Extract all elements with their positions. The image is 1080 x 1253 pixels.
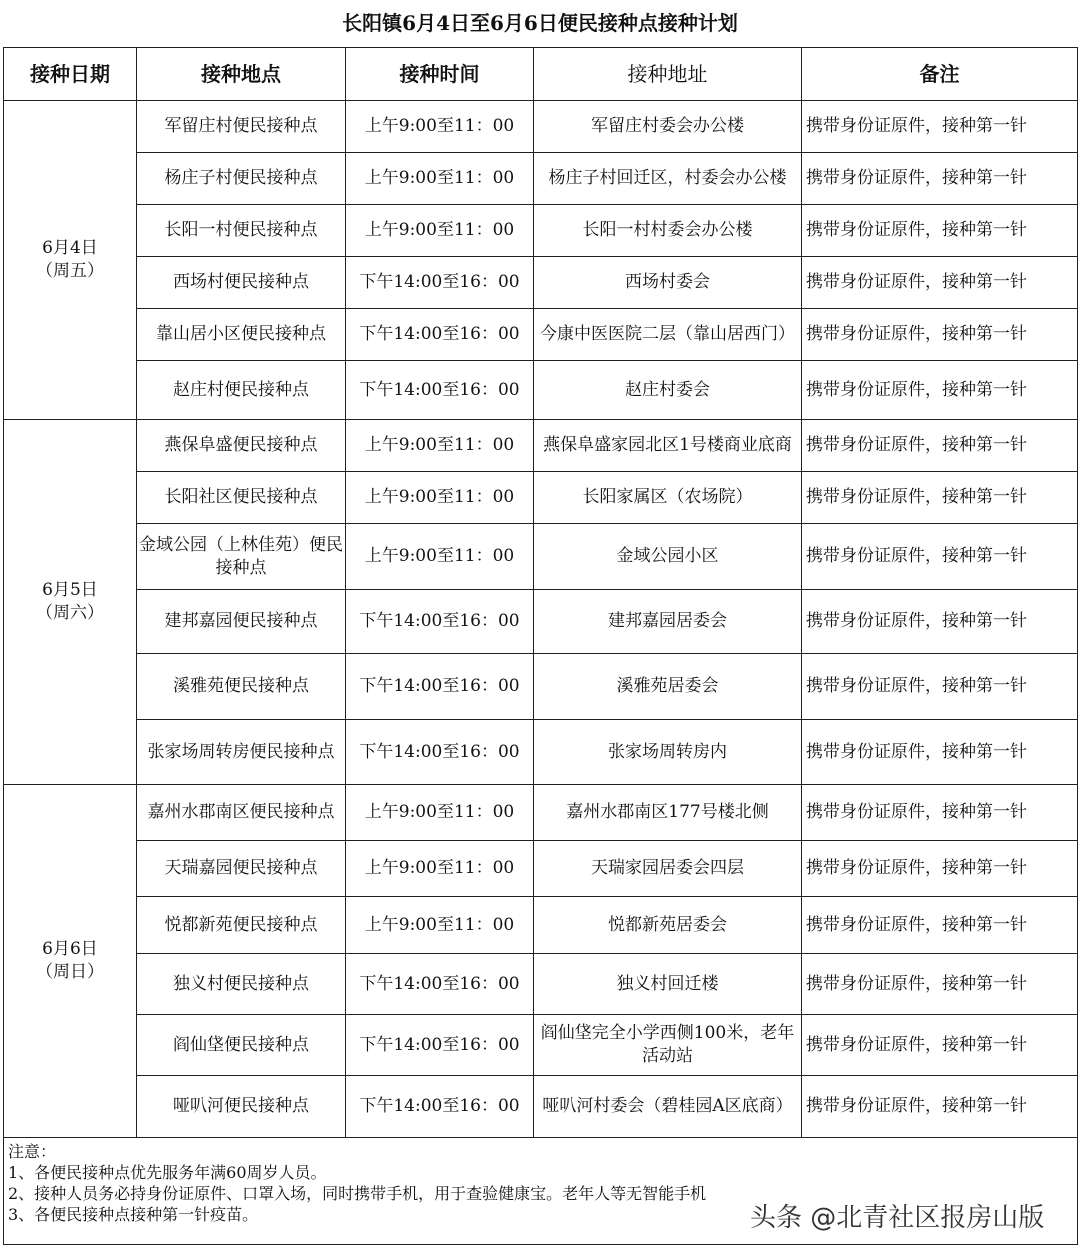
address-cell: 独义村回迁楼 bbox=[534, 954, 802, 1015]
address-cell: 长阳家属区（农场院） bbox=[534, 472, 802, 524]
remark-cell: 携带身份证原件，接种第一针 bbox=[802, 841, 1078, 897]
table-row bbox=[4, 1076, 1078, 1138]
remark-cell: 携带身份证原件，接种第一针 bbox=[802, 153, 1078, 205]
site-cell: 嘉州水郡南区便民接种点 bbox=[137, 785, 346, 841]
site-cell: 哑叭河便民接种点 bbox=[137, 1076, 346, 1138]
table-row bbox=[4, 420, 1078, 472]
remark-cell: 携带身份证原件，接种第一针 bbox=[802, 472, 1078, 524]
address-cell: 军留庄村委会办公楼 bbox=[534, 101, 802, 153]
site-cell: 独义村便民接种点 bbox=[137, 954, 346, 1015]
remark-cell: 携带身份证原件，接种第一针 bbox=[802, 897, 1078, 954]
table-row bbox=[4, 654, 1078, 720]
time-cell: 下午14:00至16：00 bbox=[346, 954, 534, 1015]
table-row bbox=[4, 954, 1078, 1015]
table-row bbox=[4, 720, 1078, 785]
site-cell: 天瑞嘉园便民接种点 bbox=[137, 841, 346, 897]
site-cell: 西场村便民接种点 bbox=[137, 257, 346, 309]
remark-cell: 携带身份证原件，接种第一针 bbox=[802, 420, 1078, 472]
note-line: 3、各便民接种点接种第一针疫苗。 bbox=[8, 1205, 259, 1224]
address-cell: 哑叭河村委会（碧桂园A区底商） bbox=[534, 1076, 802, 1138]
address-cell: 赵庄村委会 bbox=[534, 361, 802, 420]
site-cell: 建邦嘉园便民接种点 bbox=[137, 590, 346, 654]
remark-cell: 携带身份证原件，接种第一针 bbox=[802, 954, 1078, 1015]
table-row bbox=[4, 472, 1078, 524]
table-row bbox=[4, 841, 1078, 897]
time-cell: 下午14:00至16：00 bbox=[346, 309, 534, 361]
remark-cell: 携带身份证原件，接种第一针 bbox=[802, 524, 1078, 590]
date-cell: 6月6日（周日） bbox=[4, 785, 137, 1138]
time-cell: 上午9:00至11：00 bbox=[346, 153, 534, 205]
header-remark: 备注 bbox=[802, 48, 1078, 101]
remark-cell: 携带身份证原件，接种第一针 bbox=[802, 1076, 1078, 1138]
address-cell: 杨庄子村回迁区，村委会办公楼 bbox=[534, 153, 802, 205]
remark-cell: 携带身份证原件，接种第一针 bbox=[802, 654, 1078, 720]
date-cell: 6月5日（周六） bbox=[4, 420, 137, 785]
address-cell: 长阳一村村委会办公楼 bbox=[534, 205, 802, 257]
remark-cell: 携带身份证原件，接种第一针 bbox=[802, 720, 1078, 785]
remark-cell: 携带身份证原件，接种第一针 bbox=[802, 101, 1078, 153]
address-cell: 阎仙垡完全小学西侧100米，老年活动站 bbox=[534, 1015, 802, 1076]
site-cell: 悦都新苑便民接种点 bbox=[137, 897, 346, 954]
page-title: 长阳镇6月4日至6月6日便民接种点接种计划 bbox=[342, 11, 738, 35]
address-cell: 西场村委会 bbox=[534, 257, 802, 309]
time-cell: 上午9:00至11：00 bbox=[346, 205, 534, 257]
vaccination-schedule-table bbox=[3, 47, 1078, 1245]
site-cell: 长阳社区便民接种点 bbox=[137, 472, 346, 524]
table-row bbox=[4, 897, 1078, 954]
remark-cell: 携带身份证原件，接种第一针 bbox=[802, 257, 1078, 309]
watermark-text: 头条 @北青社区报房山版 bbox=[750, 1203, 1045, 1233]
table-row bbox=[4, 309, 1078, 361]
table-row bbox=[4, 205, 1078, 257]
address-cell: 张家场周转房内 bbox=[534, 720, 802, 785]
note-line: 2、接种人员务必持身份证原件、口罩入场，同时携带手机，用于查验健康宝。老年人等无智能手机 bbox=[8, 1184, 707, 1203]
time-cell: 上午9:00至11：00 bbox=[346, 785, 534, 841]
time-cell: 上午9:00至11：00 bbox=[346, 841, 534, 897]
site-cell: 燕保阜盛便民接种点 bbox=[137, 420, 346, 472]
address-cell: 悦都新苑居委会 bbox=[534, 897, 802, 954]
time-cell: 下午14:00至16：00 bbox=[346, 257, 534, 309]
time-cell: 下午14:00至16：00 bbox=[346, 1015, 534, 1076]
remark-cell: 携带身份证原件，接种第一针 bbox=[802, 785, 1078, 841]
time-cell: 上午9:00至11：00 bbox=[346, 524, 534, 590]
address-cell: 天瑞家园居委会四层 bbox=[534, 841, 802, 897]
address-cell: 嘉州水郡南区177号楼北侧 bbox=[534, 785, 802, 841]
note-line: 1、各便民接种点优先服务年满60周岁人员。 bbox=[8, 1163, 327, 1182]
address-cell: 溪雅苑居委会 bbox=[534, 654, 802, 720]
time-cell: 下午14:00至16：00 bbox=[346, 654, 534, 720]
site-cell: 张家场周转房便民接种点 bbox=[137, 720, 346, 785]
remark-cell: 携带身份证原件，接种第一针 bbox=[802, 590, 1078, 654]
address-cell: 今康中医医院二层（靠山居西门） bbox=[534, 309, 802, 361]
site-cell: 赵庄村便民接种点 bbox=[137, 361, 346, 420]
table-row bbox=[4, 785, 1078, 841]
site-cell: 溪雅苑便民接种点 bbox=[137, 654, 346, 720]
notes-heading: 注意： bbox=[8, 1142, 57, 1161]
header-address: 接种地址 bbox=[534, 48, 802, 101]
time-cell: 上午9:00至11：00 bbox=[346, 420, 534, 472]
site-cell: 军留庄村便民接种点 bbox=[137, 101, 346, 153]
table-row bbox=[4, 153, 1078, 205]
table-row bbox=[4, 1015, 1078, 1076]
time-cell: 下午14:00至16：00 bbox=[346, 1076, 534, 1138]
site-cell: 靠山居小区便民接种点 bbox=[137, 309, 346, 361]
table-header-row bbox=[4, 48, 1078, 101]
table-row bbox=[4, 257, 1078, 309]
remark-cell: 携带身份证原件，接种第一针 bbox=[802, 361, 1078, 420]
time-cell: 下午14:00至16：00 bbox=[346, 361, 534, 420]
header-date: 接种日期 bbox=[4, 48, 137, 101]
time-cell: 上午9:00至11：00 bbox=[346, 101, 534, 153]
time-cell: 下午14:00至16：00 bbox=[346, 720, 534, 785]
time-cell: 下午14:00至16：00 bbox=[346, 590, 534, 654]
remark-cell: 携带身份证原件，接种第一针 bbox=[802, 309, 1078, 361]
remark-cell: 携带身份证原件，接种第一针 bbox=[802, 205, 1078, 257]
time-cell: 上午9:00至11：00 bbox=[346, 472, 534, 524]
address-cell: 金域公园小区 bbox=[534, 524, 802, 590]
address-cell: 燕保阜盛家园北区1号楼商业底商 bbox=[534, 420, 802, 472]
header-site: 接种地点 bbox=[137, 48, 346, 101]
table-row bbox=[4, 524, 1078, 590]
table-row bbox=[4, 590, 1078, 654]
site-cell: 长阳一村便民接种点 bbox=[137, 205, 346, 257]
table-row bbox=[4, 361, 1078, 420]
table-body bbox=[4, 101, 1078, 1138]
site-cell: 阎仙垡便民接种点 bbox=[137, 1015, 346, 1076]
table-row bbox=[4, 101, 1078, 153]
remark-cell: 携带身份证原件，接种第一针 bbox=[802, 1015, 1078, 1076]
site-cell: 杨庄子村便民接种点 bbox=[137, 153, 346, 205]
date-cell: 6月4日（周五） bbox=[4, 101, 137, 420]
site-cell: 金域公园（上林佳苑）便民接种点 bbox=[137, 524, 346, 590]
header-time: 接种时间 bbox=[346, 48, 534, 101]
address-cell: 建邦嘉园居委会 bbox=[534, 590, 802, 654]
time-cell: 上午9:00至11：00 bbox=[346, 897, 534, 954]
